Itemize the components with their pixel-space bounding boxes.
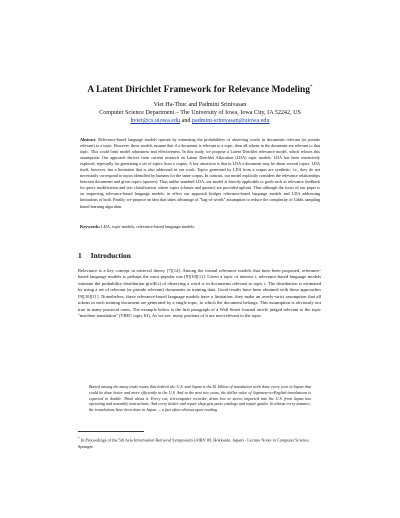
abstract-label: Abstract. — [80, 137, 97, 142]
authors: Viet Ha-Thuc and Padmini Srinivasan — [153, 102, 247, 108]
email-link-1[interactable]: hviet@cs.uiowa.edu — [130, 118, 181, 124]
email-link-2[interactable]: padmini-srinivasan@uiowa.edu — [191, 118, 270, 124]
section-title: Introduction — [90, 251, 131, 260]
affiliation: Computer Science Department – The University of Iowa, Iowa City, IA 52242, US — [99, 110, 301, 116]
intro-paragraph: Relevance is a key concept in retrieval theory [7][14]. Among the formal relevance models that have been proposed, relevance-based language models is perhaps the most popular one [9][10][11]. Given a topic of interest t, relevance-based language models estimate the probability distribution p(w|R,t) of observing a word w in documents relevant to topic t. The distribution is estimated by using a set of relevant (or pseudo relevant) documents as training data. Good results have been obtained with these approaches [9][10][11]. Nonetheless, these relevance-based language models have a limitation: they make an overly-strict assumption that all tokens in each training document are generated by a single topic, to which the document belongs. This assumption is obviously not true in many practical cases. The example below is the first paragraph of a Wall Street Journal article judged relevant to the topic "machine translation" (TREC topic 63). As we see, many portions of it are non-relevant to the topic. — [78, 268, 321, 319]
abstract — [80, 137, 320, 210]
keywords — [80, 224, 320, 229]
email-joiner: and — [180, 118, 192, 124]
abstract-text: Relevance-based language models operate by estimating the probabilities of observing words in documents relevant (or pseudo relevant) to a topic. However, these models assume that if a document is relevant to a topic, then all tokens in the document are relevant to that topic. This could limit model robustness and effectiveness. In this study, we propose a Latent Dirichlet relevance model, which relaxes this assumption. Our approach derives from current research on Latent Dirichlet Allocation (LDA) topic models. LDA has been extensively explored, especially for generating a set of topics from a corpus. A key attraction is that in LDA a document may be about several topics. LDA itself, however, has a limitation that is also addressed in our work. Topics generated by LDA from a corpus are synthetic, i.e., they do not necessarily correspond to topics identified by humans for the same corpus. In contrast, our model explicitly considers the relevance relationships between documents and given topics (queries). Thus unlike standard LDA, our model is directly applicable to goals such as relevance feedback for query modification and text classification, where topics (classes and queries) are provided upfront. Thus although the focus of our paper is on improving relevance-based language models, in effect our approach bridges relevance-based language models and LDA addressing limitations of both. Finally, we propose an idea that takes advantage of "bag-of-words" assumption to reduce the complexity of Gibbs sampling based learning algorithm. — [80, 137, 320, 209]
paper-title — [0, 85, 400, 95]
title-text: A Latent Dirichlet Framework for Relevance Modeling — [87, 85, 311, 96]
keywords-label: Keywords: — [80, 224, 101, 229]
footnote — [78, 435, 318, 450]
footnote-text: In Proceedings of the 5th Asia Information Retrieval Symposium (AIRS' 09, Hokkaido, Japan) - Lecture Notes in Computer Science, Springer. — [78, 437, 310, 449]
quoted-example: Buried among the many trade issues that bedevil the U.S. and Japan is the $1 billion of translation work done every year in Japan that could be done better and more efficiently in the U.S. And in the next two years, the dollar value of Japanese-to-English translations is expected to double. Think about it. Every car, telecomputer recorder, drum box or stereo imported into the U.S. from Japan has operating and assembly instructions. And every dealer and repair shop gets parts catalogs and repair guides. In almost every instance, the translations have been done in Japan — a fact often obvious upon reading — [89, 384, 311, 413]
title-footnote-mark: * — [310, 85, 313, 90]
footnote-divider — [78, 431, 144, 432]
footnote-mark: * — [78, 436, 80, 440]
section-heading — [78, 251, 131, 260]
keywords-text: LDA, topic models, relevance-based language models. — [101, 224, 196, 229]
emails — [0, 118, 400, 124]
section-number: 1 — [78, 251, 82, 260]
